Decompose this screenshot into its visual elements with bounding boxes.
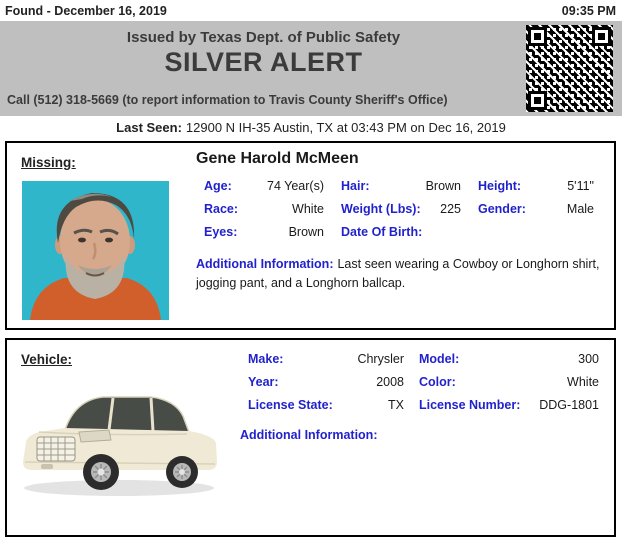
qr-finder-icon [528, 27, 547, 46]
field-gender [478, 200, 594, 218]
field-value: Brown [425, 179, 461, 193]
timestamp: 09:35 PM [561, 4, 616, 18]
top-status-bar [0, 0, 622, 21]
issued-by-line: Issued by Texas Dept. of Public Safety [126, 29, 401, 46]
field-value: 74 Year(s) [267, 179, 324, 193]
field-value: White [292, 202, 324, 216]
last-seen-label: Last Seen: [116, 120, 182, 135]
field-date-of-birth [341, 223, 461, 241]
field-age [204, 177, 324, 195]
field-license-state [248, 396, 404, 414]
vehicle-section-label: Vehicle: [21, 352, 73, 367]
field-value: DDG-1801 [539, 398, 599, 412]
field-label: Weight (Lbs): [341, 202, 421, 216]
last-seen-line [0, 120, 622, 135]
found-status: Found - December 16, 2019 [5, 4, 167, 18]
field-year [248, 373, 404, 391]
field-label: Date Of Birth: [341, 225, 423, 239]
banner-text-block [0, 29, 527, 78]
field-value: TX [388, 398, 404, 412]
qr-finder-icon [592, 27, 611, 46]
additional-info-label: Additional Information: [196, 257, 334, 271]
call-line: Call (512) 318-5669 (to report information to Travis County Sheriff's Office) [7, 93, 448, 107]
field-label: Eyes: [204, 225, 238, 239]
field-label: License Number: [419, 398, 521, 412]
additional-info-text: Last seen wearing a Cowboy or Longhorn shirt, jogging pant, and a Longhorn ballcap. [196, 257, 600, 291]
field-label: Year: [248, 375, 279, 389]
missing-additional-info [196, 255, 610, 294]
missing-section [5, 141, 616, 330]
field-label: Age: [204, 179, 232, 193]
last-seen-value: 12900 N IH-35 Austin, TX at 03:43 PM on Dec 16, 2019 [185, 120, 506, 135]
alert-title: SILVER ALERT [164, 47, 363, 77]
qr-code-icon [526, 25, 613, 112]
field-value: 300 [578, 352, 599, 366]
missing-section-label: Missing: [21, 155, 76, 170]
additional-info-label: Additional Information: [240, 428, 378, 442]
vehicle-section [5, 338, 616, 537]
field-color [419, 373, 599, 391]
field-hair [341, 177, 461, 195]
field-value: 225 [440, 202, 461, 216]
field-value: 5'11" [567, 179, 594, 193]
field-make [248, 350, 404, 368]
field-label: Color: [419, 375, 456, 389]
field-height [478, 177, 594, 195]
missing-fields-grid [204, 177, 594, 241]
field-label: Hair: [341, 179, 370, 193]
field-value: Male [566, 202, 594, 216]
field-label: Make: [248, 352, 284, 366]
qr-finder-icon [528, 91, 547, 110]
vehicle-fields-grid [248, 350, 599, 414]
field-label: License State: [248, 398, 333, 412]
field-label: Height: [478, 179, 522, 193]
vehicle-photo [17, 382, 222, 500]
vehicle-additional-info [240, 428, 381, 442]
alert-banner [0, 21, 622, 116]
field-label: Race: [204, 202, 239, 216]
missing-person-photo [22, 181, 169, 320]
field-race [204, 200, 324, 218]
field-label: Gender: [478, 202, 526, 216]
person-name: Gene Harold McMeen [196, 150, 359, 167]
field-value: White [567, 375, 599, 389]
field-label: Model: [419, 352, 460, 366]
field-model [419, 350, 599, 368]
field-license-number [419, 396, 599, 414]
field-eyes [204, 223, 324, 241]
field-value: Chrysler [357, 352, 404, 366]
field-value: Brown [288, 225, 324, 239]
field-weight [341, 200, 461, 218]
field-value: 2008 [376, 375, 404, 389]
